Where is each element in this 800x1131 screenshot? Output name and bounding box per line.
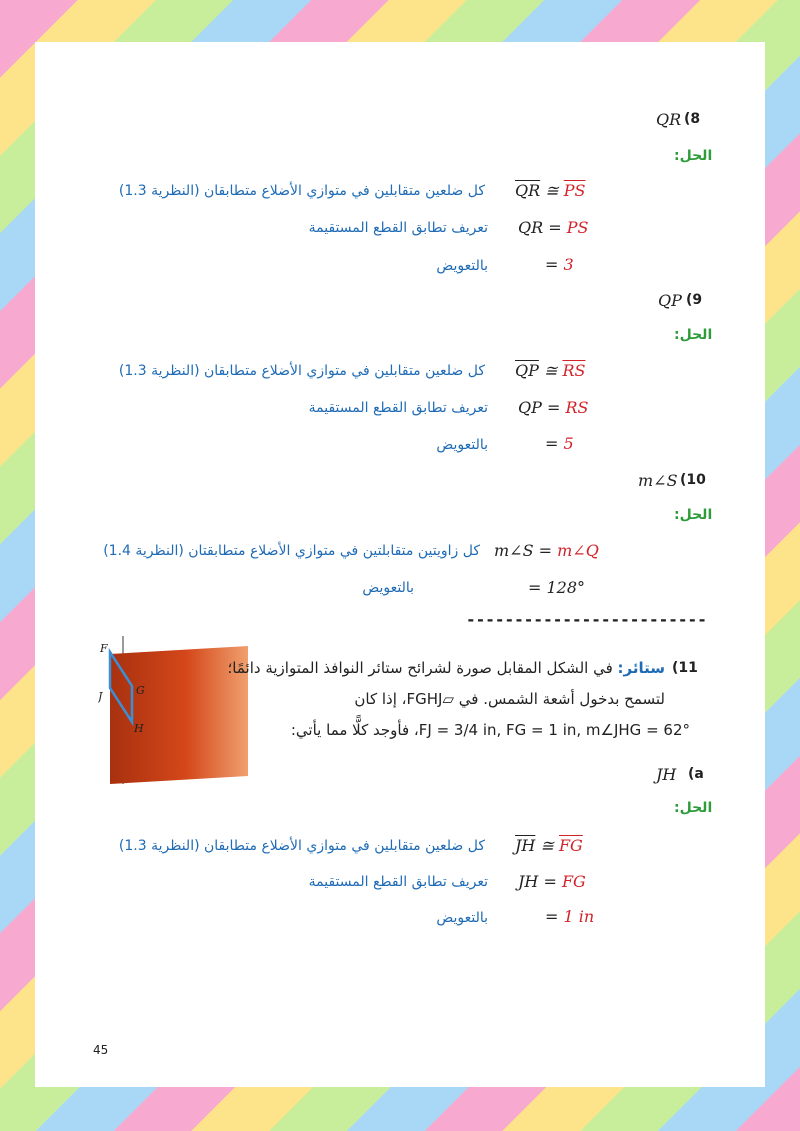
- q11-line2: لتسمح بدخول أشعة الشمس. في ▱FGHJ، إذا كان: [354, 690, 665, 708]
- q9-target: QP: [658, 291, 682, 310]
- q11a-letter: (a: [688, 766, 704, 782]
- q10-row1-rhs: m∠Q: [557, 541, 599, 560]
- q9-row3-equation: [545, 434, 574, 453]
- q8-row3-equation: [545, 255, 574, 274]
- q10-row1-reason: كل زاويتين متقابلتين في متوازي الأضلاع متطابقتان (النظرية 1.4): [103, 543, 480, 559]
- q11a-row1-rhs: $\overline{FG}$: [558, 836, 583, 855]
- q11a-row3-rhs: 1 in: [563, 907, 595, 926]
- q9-row2-op: =: [541, 398, 566, 417]
- q11-line3: FJ = 3/4 in, FG = 1 in, m∠JHG = 62°، فأوجد كلًّا مما يأتي:: [290, 721, 690, 739]
- q11a-row1-equation: [515, 836, 583, 855]
- q10-row1-lhs: m∠S: [494, 541, 534, 560]
- q11-line1-text: في الشكل المقابل صورة لشرائح ستائر النوافذ المتوازية دائمًا؛: [227, 659, 613, 677]
- q11a-row1-reason: كل ضلعين متقابلين في متوازي الأضلاع متطابقان (النظرية 1.3): [118, 838, 485, 854]
- q8-row1-lhs: $\overline{QR}$: [515, 181, 541, 200]
- q9-row3-reason: بالتعويض: [436, 437, 488, 453]
- label-h: H: [134, 722, 144, 735]
- q8-row2-lhs: QR: [518, 218, 544, 237]
- q10-row2-op: =: [528, 578, 547, 597]
- q9-row2-rhs: RS: [565, 398, 589, 417]
- q10-row2-rhs: 128°: [546, 578, 586, 597]
- q11a-row2-lhs: JH: [518, 872, 539, 891]
- q10-target: m∠S: [638, 471, 678, 490]
- q11a-row2-rhs: FG: [561, 872, 586, 891]
- q11a-row2-equation: [518, 872, 586, 891]
- q8-row3-op: =: [545, 255, 564, 274]
- q8-target: QR: [656, 110, 682, 129]
- q8-number: (8: [684, 111, 701, 127]
- label-f: F: [100, 642, 108, 655]
- label-j: J: [98, 690, 103, 703]
- q9-row2-lhs: QP: [518, 398, 542, 417]
- q11-number: (11: [672, 660, 698, 676]
- q9-number: (9: [686, 292, 703, 308]
- q11a-target: JH: [656, 765, 677, 784]
- q9-row2-equation: [518, 398, 588, 417]
- q9-row3-op: =: [545, 434, 564, 453]
- q11-line1: [228, 659, 665, 677]
- q9-row2-reason: تعريف تطابق القطع المستقيمة: [308, 400, 488, 416]
- q11a-solution-label: الحل:: [674, 800, 713, 816]
- q11a-row3-reason: بالتعويض: [436, 910, 488, 926]
- page-number: 45: [93, 1043, 109, 1057]
- q9-solution-label: الحل:: [674, 327, 713, 343]
- q11a-row3-equation: [545, 907, 594, 926]
- q10-row2-equation: [528, 578, 585, 597]
- q8-row2-equation: [518, 218, 588, 237]
- q8-row2-op: =: [543, 218, 567, 237]
- q8-row1-rhs: $\overline{PS}$: [563, 181, 586, 200]
- q9-row1-lhs: $\overline{QP}$: [515, 361, 539, 380]
- q8-row1-equation: [515, 181, 585, 200]
- q9-row1-op: ≅: [538, 361, 563, 380]
- q9-row3-rhs: 5: [563, 434, 574, 453]
- q9-row1-reason: كل ضلعين متقابلين في متوازي الأضلاع متطابقان (النظرية 1.3): [118, 363, 485, 379]
- q8-solution-label: الحل:: [674, 148, 713, 164]
- q11a-row2-op: =: [538, 872, 562, 891]
- q11a-row2-reason: تعريف تطابق القطع المستقيمة: [308, 874, 488, 890]
- q8-row1-op: ≅: [540, 181, 564, 200]
- q11a-row1-lhs: $\overline{JH}$: [515, 836, 536, 855]
- q10-number: (10: [680, 472, 706, 488]
- q11a-row3-op: =: [545, 907, 564, 926]
- q10-row2-reason: بالتعويض: [362, 580, 414, 596]
- q11-title: ستائر:: [617, 659, 665, 677]
- q10-row1-equation: [494, 541, 599, 560]
- section-separator: -------------------------: [466, 610, 707, 629]
- q8-row3-rhs: 3: [563, 255, 574, 274]
- q9-row1-rhs: $\overline{RS}$: [562, 361, 586, 380]
- q8-row2-reason: تعريف تطابق القطع المستقيمة: [308, 220, 488, 236]
- q10-solution-label: الحل:: [674, 507, 713, 523]
- q8-row1-reason: كل ضلعين متقابلين في متوازي الأضلاع متطابقان (النظرية 1.3): [118, 183, 485, 199]
- q10-row1-op: =: [533, 541, 558, 560]
- q9-row1-equation: [515, 361, 585, 380]
- q8-row3-reason: بالتعويض: [436, 258, 488, 274]
- q8-row2-rhs: PS: [566, 218, 589, 237]
- label-g: G: [136, 684, 145, 697]
- q11a-row1-op: ≅: [535, 836, 559, 855]
